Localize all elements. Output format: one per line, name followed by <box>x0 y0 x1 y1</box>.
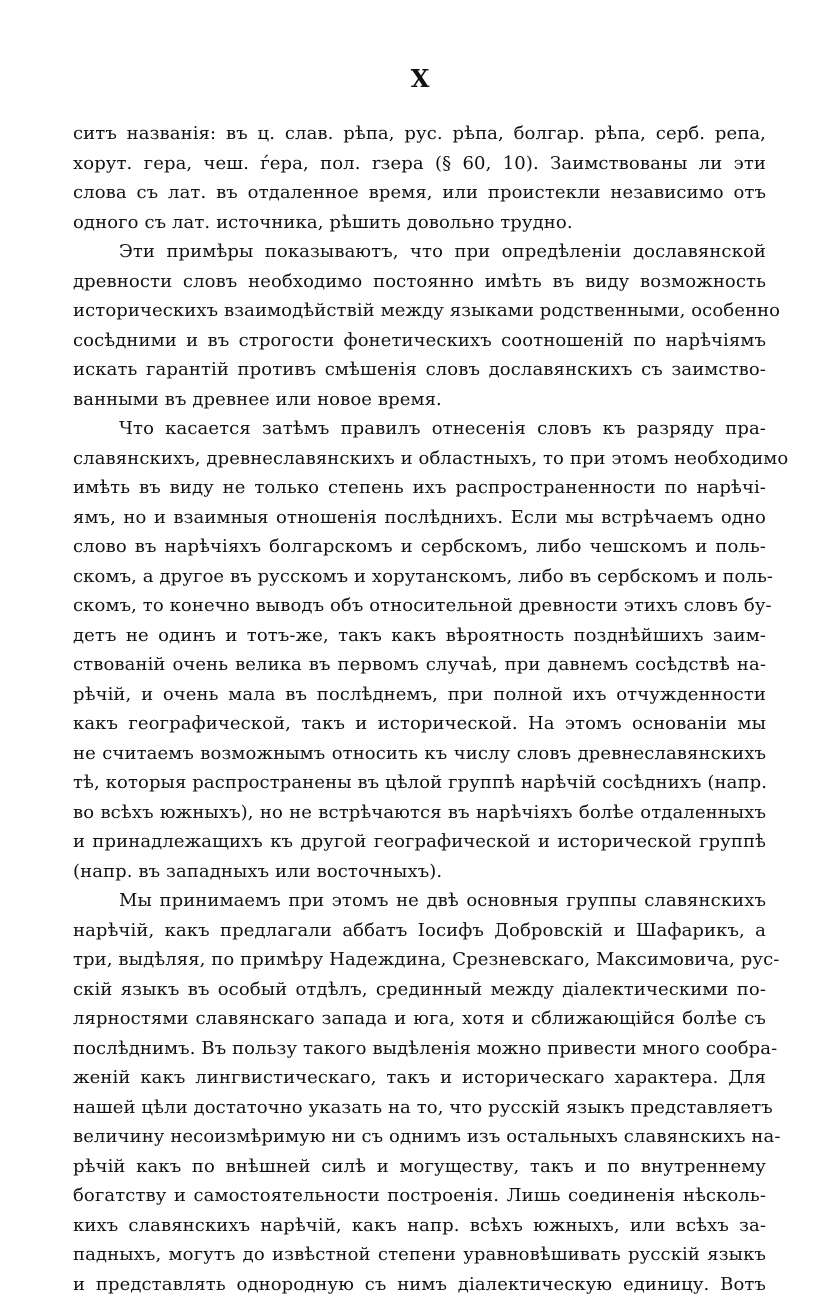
text-line: падныхъ, могутъ до извѣстной степени уравновѣшивать русскій языкъ <box>73 1240 766 1270</box>
text-line: древности словъ необходимо постоянно имѣть въ виду возможность <box>73 267 766 297</box>
text-line: сосѣдними и въ строгости фонетическихъ соотношеній по нарѣчіямъ <box>73 326 766 356</box>
text-line: ситъ названія: въ ц. слав. рѣпа, рус. рѣпа, болгар. рѣпа, серб. репа, <box>73 119 766 149</box>
text-line: слово въ нарѣчіяхъ болгарскомъ и сербскомъ, либо чешскомъ и поль- <box>73 532 766 562</box>
text-line: ванными въ древнее или новое время. <box>73 385 766 415</box>
text-line: нарѣчій, какъ предлагали аббатъ Іосифъ Добровскій и Шафарикъ, а <box>73 916 766 946</box>
text-line: какъ географической, такъ и исторической. На этомъ основаніи мы <box>73 709 766 739</box>
text-line: одного съ лат. источника, рѣшить довольно трудно. <box>73 208 766 238</box>
text-line: три, выдѣляя, по примѣру Надеждина, Срезневскаго, Максимовича, рус- <box>73 945 766 975</box>
text-line: скомъ, а другое въ русскомъ и хорутанскомъ, либо въ сербскомъ и поль- <box>73 562 766 592</box>
text-line: (напр. въ западныхъ или восточныхъ). <box>73 857 766 887</box>
text-line: скій языкъ въ особый отдѣлъ, срединный между діалектическими по- <box>73 975 766 1005</box>
text-line: рѣчій какъ по внѣшней силѣ и могуществу, такъ и по внутреннему <box>73 1152 766 1182</box>
text-line: историческихъ взаимодѣйствій между языками родственными, особенно <box>73 296 766 326</box>
text-line: нашей цѣли достаточно указать на то, что русскій языкъ представляетъ <box>73 1093 766 1123</box>
text-line: Что касается затѣмъ правилъ отнесенія словъ къ разряду пра- <box>73 414 766 444</box>
text-line: ямъ, но и взаимныя отношенія послѣднихъ. Если мы встрѣчаемъ одно <box>73 503 766 533</box>
text-line: во всѣхъ южныхъ), но не встрѣчаются въ нарѣчіяхъ болѣе отдаленныхъ <box>73 798 766 828</box>
page-number: X <box>0 64 840 93</box>
text-line: послѣднимъ. Въ пользу такого выдѣленія можно привести много сообра- <box>73 1034 766 1064</box>
text-line: богатству и самостоятельности построенія. Лишь соединенія нѣсколь- <box>73 1181 766 1211</box>
text-line: женій какъ лингвистическаго, такъ и историческаго характера. Для <box>73 1063 766 1093</box>
text-line: ствованій очень велика въ первомъ случаѣ, при давнемъ сосѣдствѣ на- <box>73 650 766 680</box>
text-line: тѣ, которыя распространены въ цѣлой группѣ нарѣчій сосѣднихъ (напр. <box>73 768 766 798</box>
text-line: слова съ лат. въ отдаленное время, или проистекли независимо отъ <box>73 178 766 208</box>
body-text <box>73 119 766 1299</box>
text-line: и принадлежащихъ къ другой географической и исторической группѣ <box>73 827 766 857</box>
text-line: славянскихъ, древнеславянскихъ и областныхъ, то при этомъ необходимо <box>73 444 766 474</box>
text-line: скомъ, то конечно выводъ объ относительной древности этихъ словъ бу- <box>73 591 766 621</box>
text-line: рѣчій, и очень мала въ послѣднемъ, при полной ихъ отчужденности <box>73 680 766 710</box>
text-line: не считаемъ возможнымъ относить къ числу словъ древнеславянскихъ <box>73 739 766 769</box>
text-line: Эти примѣры показываютъ, что при опредѣленіи дославянской <box>73 237 766 267</box>
text-line: величину несоизмѣримую ни съ однимъ изъ остальныхъ славянскихъ на- <box>73 1122 766 1152</box>
text-line: лярностями славянскаго запада и юга, хотя и сближающійся болѣе съ <box>73 1004 766 1034</box>
text-line: Мы принимаемъ при этомъ не двѣ основныя группы славянскихъ <box>73 886 766 916</box>
text-line: кихъ славянскихъ нарѣчій, какъ напр. всѣхъ южныхъ, или всѣхъ за- <box>73 1211 766 1241</box>
text-line: детъ не одинъ и тотъ-же, такъ какъ вѣроятность позднѣйшихъ заим- <box>73 621 766 651</box>
text-line: искать гарантій противъ смѣшенія словъ дославянскихъ съ заимство- <box>73 355 766 385</box>
text-line: имѣть въ виду не только степень ихъ распространенности по нарѣчі- <box>73 473 766 503</box>
text-line: хорут. гера, чеш. ѓера, пол. rзера (§ 60, 10). Заимствованы ли эти <box>73 149 766 179</box>
text-line: и представлять однородную съ нимъ діалектическую единицу. Вотъ <box>73 1270 766 1299</box>
